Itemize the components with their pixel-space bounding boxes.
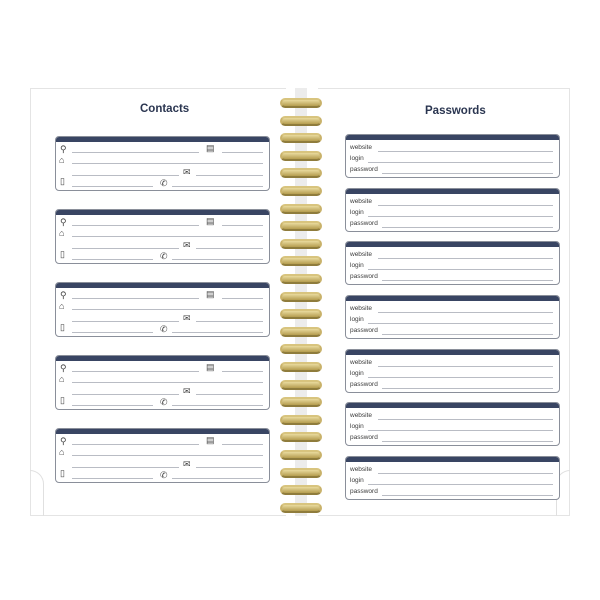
website-label: website: [350, 198, 373, 205]
website-line[interactable]: [378, 419, 553, 420]
spiral-coil: [280, 98, 322, 108]
mobile-line[interactable]: [72, 405, 153, 406]
password-line[interactable]: [382, 388, 553, 389]
login-label: login: [350, 155, 364, 162]
home-icon: ⌂: [59, 374, 65, 384]
birthday-line[interactable]: [222, 225, 263, 226]
login-line[interactable]: [368, 216, 553, 217]
password-card: [345, 402, 560, 446]
website-label: website: [350, 412, 373, 419]
address-line[interactable]: [72, 455, 263, 456]
contact-card: [55, 355, 270, 410]
spiral-coil: [280, 221, 322, 231]
address-line-2[interactable]: [72, 467, 179, 468]
email-line[interactable]: [196, 394, 263, 395]
person-icon: ⚲: [60, 144, 67, 154]
login-line[interactable]: [368, 162, 553, 163]
website-line[interactable]: [378, 366, 553, 367]
contact-card: [55, 282, 270, 337]
passwords-title: Passwords: [425, 105, 486, 117]
password-label: password: [350, 434, 378, 441]
mail-icon: ✉: [183, 386, 191, 396]
email-line[interactable]: [196, 175, 263, 176]
password-label: password: [350, 166, 378, 173]
address-line[interactable]: [72, 309, 263, 310]
mobile-icon: ▯: [60, 249, 65, 259]
website-line[interactable]: [378, 258, 553, 259]
mail-icon: ✉: [183, 459, 191, 469]
birthday-cake-icon: ▤: [206, 362, 215, 372]
phone-line[interactable]: [172, 405, 263, 406]
spiral-coil: [280, 415, 322, 425]
contact-card: [55, 136, 270, 191]
left-pocket: [30, 470, 44, 516]
password-line[interactable]: [382, 227, 553, 228]
login-line[interactable]: [368, 377, 553, 378]
card-header-bar: [346, 189, 559, 194]
password-card: [345, 295, 560, 339]
spiral-coil: [280, 344, 322, 354]
password-label: password: [350, 327, 378, 334]
card-header-bar: [56, 137, 269, 142]
address-line[interactable]: [72, 163, 263, 164]
card-header-bar: [56, 356, 269, 361]
phone-line[interactable]: [172, 186, 263, 187]
home-icon: ⌂: [59, 447, 65, 457]
password-line[interactable]: [382, 334, 553, 335]
name-line[interactable]: [72, 225, 199, 226]
spiral-coil: [280, 133, 322, 143]
password-label: password: [350, 381, 378, 388]
password-card: [345, 241, 560, 285]
phone-icon: ✆: [160, 178, 168, 188]
phone-line[interactable]: [172, 332, 263, 333]
password-card: [345, 134, 560, 178]
card-header-bar: [56, 210, 269, 215]
contact-card: [55, 209, 270, 264]
password-label: password: [350, 488, 378, 495]
password-card: [345, 456, 560, 500]
website-line[interactable]: [378, 312, 553, 313]
address-line[interactable]: [72, 236, 263, 237]
password-card: [345, 188, 560, 232]
birthday-line[interactable]: [222, 371, 263, 372]
phone-icon: ✆: [160, 470, 168, 480]
login-line[interactable]: [368, 323, 553, 324]
mobile-line[interactable]: [72, 186, 153, 187]
birthday-cake-icon: ▤: [206, 289, 215, 299]
card-header-bar: [346, 135, 559, 140]
spiral-coil: [280, 151, 322, 161]
card-header-bar: [346, 403, 559, 408]
login-label: login: [350, 209, 364, 216]
spiral-coil: [280, 116, 322, 126]
mobile-icon: ▯: [60, 395, 65, 405]
birthday-line[interactable]: [222, 444, 263, 445]
birthday-line[interactable]: [222, 298, 263, 299]
spiral-coil: [280, 186, 322, 196]
password-label: password: [350, 220, 378, 227]
website-label: website: [350, 305, 373, 312]
name-line[interactable]: [72, 298, 199, 299]
home-icon: ⌂: [59, 301, 65, 311]
person-icon: ⚲: [60, 363, 67, 373]
login-line[interactable]: [368, 269, 553, 270]
spiral-coil: [280, 168, 322, 178]
name-line[interactable]: [72, 152, 199, 153]
spiral-coil: [280, 256, 322, 266]
spiral-coil: [280, 485, 322, 495]
mail-icon: ✉: [183, 240, 191, 250]
birthday-line[interactable]: [222, 152, 263, 153]
mobile-icon: ▯: [60, 468, 65, 478]
spiral-coil: [280, 380, 322, 390]
phone-line[interactable]: [172, 259, 263, 260]
contact-card: [55, 428, 270, 483]
address-line[interactable]: [72, 382, 263, 383]
card-header-bar: [346, 296, 559, 301]
spiral-coil: [280, 292, 322, 302]
login-label: login: [350, 477, 364, 484]
birthday-cake-icon: ▤: [206, 143, 215, 153]
spiral-coil: [280, 327, 322, 337]
card-header-bar: [56, 429, 269, 434]
password-line[interactable]: [382, 495, 553, 496]
name-line[interactable]: [72, 444, 199, 445]
website-line[interactable]: [378, 205, 553, 206]
contacts-title: Contacts: [140, 103, 190, 115]
birthday-cake-icon: ▤: [206, 216, 215, 226]
password-line[interactable]: [382, 441, 553, 442]
password-label: password: [350, 273, 378, 280]
spiral-coil: [280, 397, 322, 407]
card-header-bar: [346, 457, 559, 462]
email-line[interactable]: [196, 248, 263, 249]
website-line[interactable]: [378, 151, 553, 152]
phone-line[interactable]: [172, 478, 263, 479]
card-header-bar: [346, 242, 559, 247]
person-icon: ⚲: [60, 290, 67, 300]
name-line[interactable]: [72, 371, 199, 372]
mobile-icon: ▯: [60, 176, 65, 186]
login-line[interactable]: [368, 430, 553, 431]
spiral-coil: [280, 204, 322, 214]
card-header-bar: [56, 283, 269, 288]
login-label: login: [350, 262, 364, 269]
phone-icon: ✆: [160, 324, 168, 334]
email-line[interactable]: [196, 321, 263, 322]
password-line[interactable]: [382, 280, 553, 281]
spiral-coil: [280, 450, 322, 460]
phone-icon: ✆: [160, 397, 168, 407]
spiral-coil: [280, 309, 322, 319]
birthday-cake-icon: ▤: [206, 435, 215, 445]
address-line-2[interactable]: [72, 321, 179, 322]
address-line-2[interactable]: [72, 394, 179, 395]
website-label: website: [350, 144, 373, 151]
spiral-coil: [280, 239, 322, 249]
mail-icon: ✉: [183, 313, 191, 323]
address-line-2[interactable]: [72, 175, 179, 176]
mobile-line[interactable]: [72, 259, 153, 260]
mobile-icon: ▯: [60, 322, 65, 332]
password-line[interactable]: [382, 173, 553, 174]
spiral-coil: [280, 468, 322, 478]
website-line[interactable]: [378, 473, 553, 474]
website-label: website: [350, 251, 373, 258]
login-label: login: [350, 316, 364, 323]
password-card: [345, 349, 560, 393]
email-line[interactable]: [196, 467, 263, 468]
website-label: website: [350, 359, 373, 366]
home-icon: ⌂: [59, 155, 65, 165]
address-line-2[interactable]: [72, 248, 179, 249]
person-icon: ⚲: [60, 436, 67, 446]
phone-icon: ✆: [160, 251, 168, 261]
login-label: login: [350, 423, 364, 430]
card-header-bar: [346, 350, 559, 355]
login-label: login: [350, 370, 364, 377]
mobile-line[interactable]: [72, 332, 153, 333]
mobile-line[interactable]: [72, 478, 153, 479]
spiral-coil: [280, 503, 322, 513]
person-icon: ⚲: [60, 217, 67, 227]
spiral-coil: [280, 362, 322, 372]
website-label: website: [350, 466, 373, 473]
login-line[interactable]: [368, 484, 553, 485]
spiral-coil: [280, 432, 322, 442]
home-icon: ⌂: [59, 228, 65, 238]
mail-icon: ✉: [183, 167, 191, 177]
spiral-coil: [280, 274, 322, 284]
